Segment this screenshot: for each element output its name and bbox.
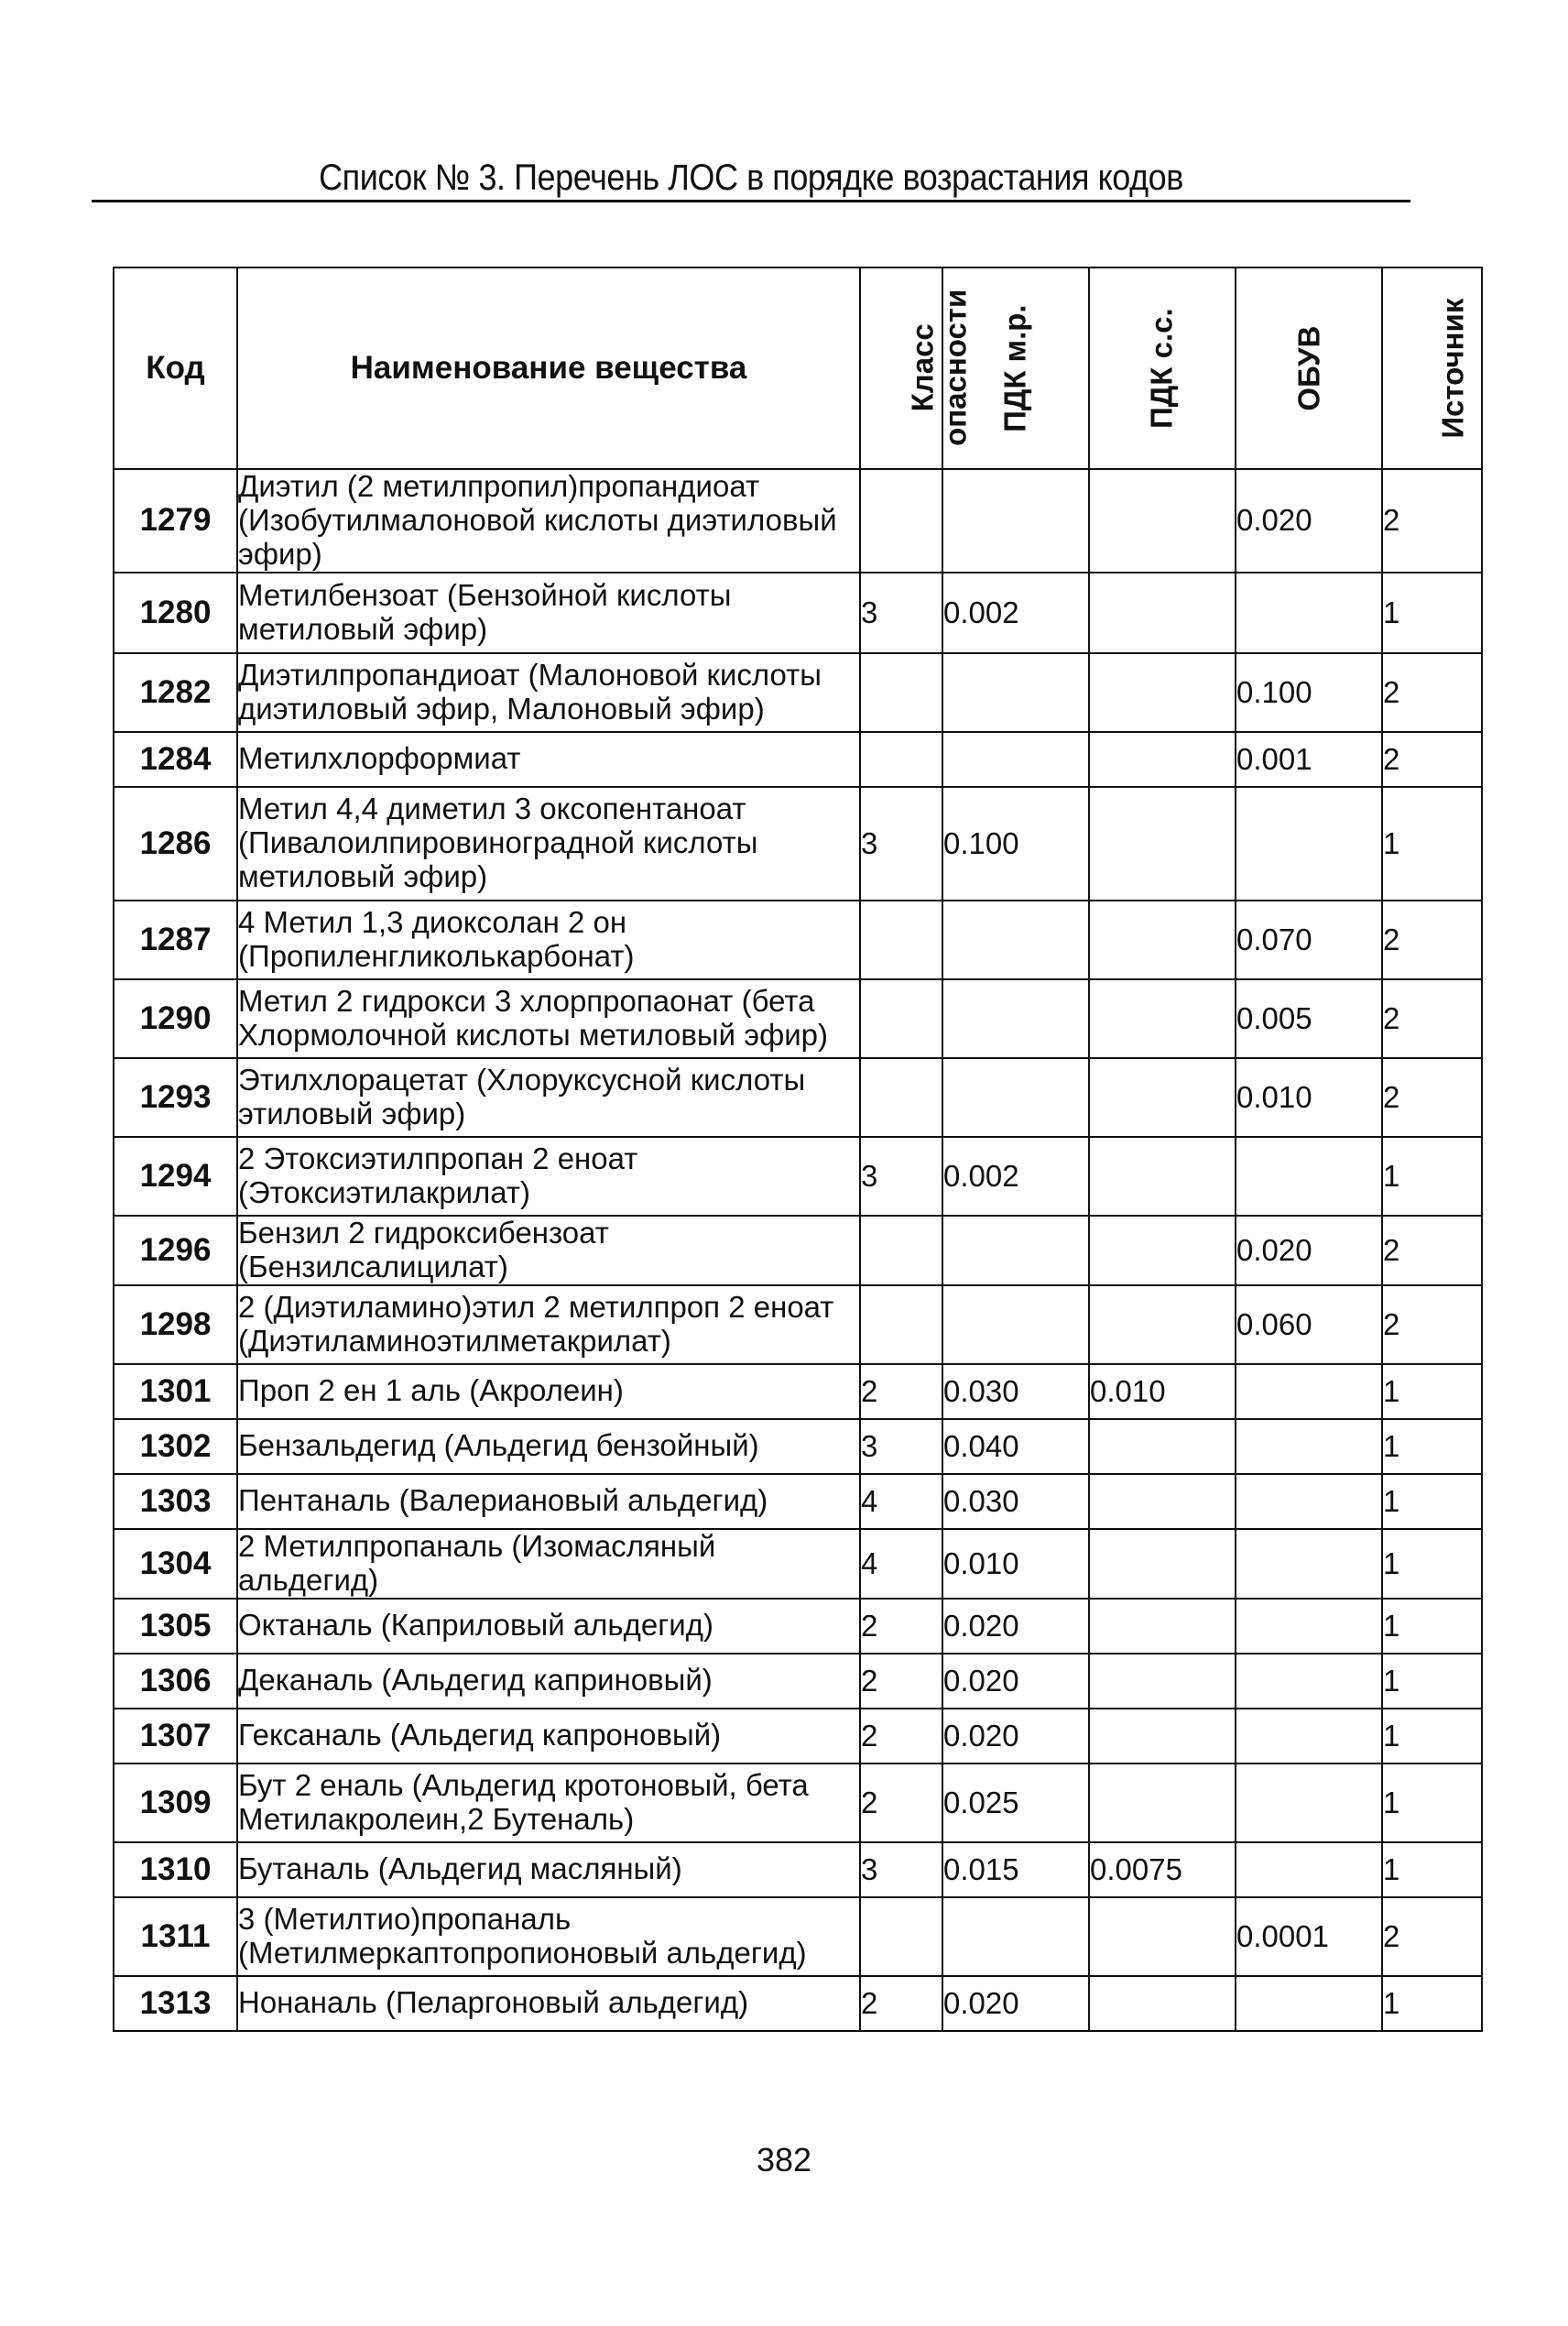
cell-name: Этилхлорацетат (Хлоруксусной кислоты этиловый эфир) xyxy=(237,1058,860,1137)
cell-source: 2 xyxy=(1382,1058,1482,1137)
cell-pdk-ss xyxy=(1089,732,1236,787)
cell-hazard-class: 2 xyxy=(860,1599,942,1654)
cell-source: 1 xyxy=(1382,1474,1482,1529)
cell-source: 1 xyxy=(1382,573,1482,653)
cell-pdk-ss: 0.0075 xyxy=(1089,1842,1236,1897)
cell-code: 1311 xyxy=(114,1897,237,1976)
cell-name: Гексаналь (Альдегид капроновый) xyxy=(237,1709,860,1764)
cell-code: 1309 xyxy=(114,1764,237,1842)
cell-name: Бензальдегид (Альдегид бензойный) xyxy=(237,1419,860,1474)
header-pdk-ss-label: ПДК с.с. xyxy=(1144,308,1179,429)
cell-obuv: 0.060 xyxy=(1236,1285,1382,1364)
table-row xyxy=(114,1709,1482,1764)
table-row xyxy=(114,901,1482,979)
cell-pdk-mr: 0.010 xyxy=(942,1529,1089,1599)
cell-name: Нонаналь (Пеларгоновый альдегид) xyxy=(237,1976,860,2031)
cell-pdk-ss xyxy=(1089,1529,1236,1599)
header-obuv xyxy=(1236,268,1382,469)
cell-obuv xyxy=(1236,1976,1382,2031)
cell-obuv: 0.010 xyxy=(1236,1058,1382,1137)
cell-code: 1303 xyxy=(114,1474,237,1529)
cell-source: 2 xyxy=(1382,1216,1482,1285)
cell-code: 1305 xyxy=(114,1599,237,1654)
cell-hazard-class: 3 xyxy=(860,1842,942,1897)
cell-hazard-class: 4 xyxy=(860,1529,942,1599)
cell-pdk-mr xyxy=(942,1058,1089,1137)
cell-hazard-class: 2 xyxy=(860,1364,942,1419)
cell-code: 1310 xyxy=(114,1842,237,1897)
cell-pdk-ss xyxy=(1089,1654,1236,1709)
header-name: Наименование вещества xyxy=(237,268,860,469)
cell-obuv xyxy=(1236,1842,1382,1897)
cell-source: 1 xyxy=(1382,1654,1482,1709)
cell-source: 1 xyxy=(1382,1842,1482,1897)
cell-source: 2 xyxy=(1382,469,1482,573)
header-hazard-class-line2: опасности xyxy=(938,289,973,446)
cell-code: 1279 xyxy=(114,469,237,573)
cell-source: 2 xyxy=(1382,979,1482,1058)
cell-hazard-class xyxy=(860,1285,942,1364)
cell-obuv xyxy=(1236,1709,1382,1764)
substances-table xyxy=(113,267,1483,2032)
table-row xyxy=(114,1216,1482,1285)
cell-source: 2 xyxy=(1382,1897,1482,1976)
cell-obuv xyxy=(1236,1764,1382,1842)
cell-source: 1 xyxy=(1382,1976,1482,2031)
cell-pdk-ss xyxy=(1089,1285,1236,1364)
cell-obuv: 0.001 xyxy=(1236,732,1382,787)
cell-pdk-mr xyxy=(942,653,1089,732)
cell-code: 1304 xyxy=(114,1529,237,1599)
cell-hazard-class xyxy=(860,653,942,732)
cell-code: 1313 xyxy=(114,1976,237,2031)
cell-name: Бензил 2 гидроксибензоат (Бензилсалицилат) xyxy=(237,1216,860,1285)
cell-pdk-mr: 0.020 xyxy=(942,1709,1089,1764)
cell-pdk-ss: 0.010 xyxy=(1089,1364,1236,1419)
cell-code: 1284 xyxy=(114,732,237,787)
cell-source: 2 xyxy=(1382,901,1482,979)
cell-pdk-ss xyxy=(1089,1058,1236,1137)
cell-pdk-mr: 0.020 xyxy=(942,1654,1089,1709)
cell-pdk-mr: 0.030 xyxy=(942,1474,1089,1529)
table-row xyxy=(114,1976,1482,2031)
cell-pdk-ss xyxy=(1089,1599,1236,1654)
cell-pdk-mr: 0.020 xyxy=(942,1599,1089,1654)
cell-pdk-ss xyxy=(1089,1897,1236,1976)
cell-obuv: 0.0001 xyxy=(1236,1897,1382,1976)
table-row xyxy=(114,1419,1482,1474)
table-row xyxy=(114,1529,1482,1599)
table-row xyxy=(114,1474,1482,1529)
cell-pdk-mr xyxy=(942,1285,1089,1364)
cell-obuv: 0.070 xyxy=(1236,901,1382,979)
cell-pdk-mr: 0.025 xyxy=(942,1764,1089,1842)
table-row xyxy=(114,653,1482,732)
cell-pdk-ss xyxy=(1089,1419,1236,1474)
cell-code: 1306 xyxy=(114,1654,237,1709)
cell-source: 1 xyxy=(1382,1709,1482,1764)
cell-name: Октаналь (Каприловый альдегид) xyxy=(237,1599,860,1654)
cell-pdk-mr xyxy=(942,1216,1089,1285)
table-header-row xyxy=(114,268,1482,469)
cell-hazard-class: 3 xyxy=(860,1419,942,1474)
cell-hazard-class: 2 xyxy=(860,1764,942,1842)
cell-code: 1294 xyxy=(114,1137,237,1216)
cell-pdk-mr: 0.040 xyxy=(942,1419,1089,1474)
table-body xyxy=(114,469,1482,2031)
cell-name: 3 (Метилтио)пропаналь (Метилмеркаптопропионовый альдегид) xyxy=(237,1897,860,1976)
table-row xyxy=(114,573,1482,653)
cell-hazard-class xyxy=(860,979,942,1058)
cell-hazard-class xyxy=(860,732,942,787)
cell-pdk-mr xyxy=(942,901,1089,979)
cell-pdk-mr xyxy=(942,732,1089,787)
cell-name: Проп 2 ен 1 аль (Акролеин) xyxy=(237,1364,860,1419)
cell-code: 1302 xyxy=(114,1419,237,1474)
cell-hazard-class: 4 xyxy=(860,1474,942,1529)
cell-hazard-class: 3 xyxy=(860,573,942,653)
header-source xyxy=(1382,268,1482,469)
cell-pdk-ss xyxy=(1089,1764,1236,1842)
cell-source: 1 xyxy=(1382,1529,1482,1599)
cell-source: 1 xyxy=(1382,1764,1482,1842)
cell-pdk-mr: 0.002 xyxy=(942,573,1089,653)
cell-name: Метил 4,4 диметил 3 оксопентаноат (Пивалоилпировиноградной кислоты метиловый эфир) xyxy=(237,787,860,901)
cell-obuv xyxy=(1236,1474,1382,1529)
cell-pdk-mr: 0.100 xyxy=(942,787,1089,901)
cell-obuv xyxy=(1236,1137,1382,1216)
cell-name: Метилбензоат (Бензойной кислоты метиловый эфир) xyxy=(237,573,860,653)
cell-code: 1296 xyxy=(114,1216,237,1285)
cell-hazard-class xyxy=(860,1058,942,1137)
cell-hazard-class xyxy=(860,1897,942,1976)
cell-name: Диэтил (2 метилпропил)пропандиоат (Изобутилмалоновой кислоты диэтиловый эфир) xyxy=(237,469,860,573)
cell-source: 1 xyxy=(1382,787,1482,901)
cell-pdk-ss xyxy=(1089,787,1236,901)
cell-hazard-class: 2 xyxy=(860,1976,942,2031)
cell-name: Метил 2 гидрокси 3 хлорпропаонат (бета Хлормолочной кислоты метиловый эфир) xyxy=(237,979,860,1058)
cell-code: 1301 xyxy=(114,1364,237,1419)
cell-pdk-ss xyxy=(1089,1976,1236,2031)
table-row xyxy=(114,1285,1482,1364)
cell-obuv: 0.020 xyxy=(1236,1216,1382,1285)
cell-pdk-ss xyxy=(1089,469,1236,573)
cell-name: Метилхлорформиат xyxy=(237,732,860,787)
table-row xyxy=(114,1137,1482,1216)
table-row xyxy=(114,1764,1482,1842)
cell-obuv xyxy=(1236,787,1382,901)
cell-source: 1 xyxy=(1382,1364,1482,1419)
cell-code: 1290 xyxy=(114,979,237,1058)
cell-obuv xyxy=(1236,1364,1382,1419)
header-rule xyxy=(92,200,1410,202)
header-source-label: Источник xyxy=(1435,298,1470,439)
cell-hazard-class: 3 xyxy=(860,1137,942,1216)
header-pdk-mr-label: ПДК м.р. xyxy=(997,304,1032,432)
cell-source: 1 xyxy=(1382,1599,1482,1654)
cell-name: 4 Метил 1,3 диоксолан 2 он (Пропиленгликолькарбонат) xyxy=(237,901,860,979)
cell-name: Деканаль (Альдегид каприновый) xyxy=(237,1654,860,1709)
cell-hazard-class xyxy=(860,901,942,979)
cell-pdk-ss xyxy=(1089,1474,1236,1529)
cell-pdk-mr xyxy=(942,469,1089,573)
table-row xyxy=(114,469,1482,573)
cell-source: 2 xyxy=(1382,732,1482,787)
cell-code: 1287 xyxy=(114,901,237,979)
cell-source: 2 xyxy=(1382,1285,1482,1364)
table-row xyxy=(114,1599,1482,1654)
cell-pdk-mr: 0.015 xyxy=(942,1842,1089,1897)
cell-pdk-ss xyxy=(1089,1137,1236,1216)
cell-pdk-ss xyxy=(1089,901,1236,979)
cell-name: 2 (Диэтиламино)этил 2 метилпроп 2 еноат (Диэтиламиноэтилметакрилат) xyxy=(237,1285,860,1364)
table-row xyxy=(114,787,1482,901)
cell-obuv xyxy=(1236,1419,1382,1474)
cell-code: 1282 xyxy=(114,653,237,732)
cell-hazard-class: 2 xyxy=(860,1654,942,1709)
page-title: Список № 3. Перечень ЛОС в порядке возрастания кодов xyxy=(319,158,1183,198)
cell-pdk-mr xyxy=(942,1897,1089,1976)
cell-obuv: 0.020 xyxy=(1236,469,1382,573)
header-pdk-ss xyxy=(1089,268,1236,469)
cell-obuv xyxy=(1236,1654,1382,1709)
header-obuv-label: ОБУВ xyxy=(1290,325,1325,411)
cell-pdk-mr: 0.002 xyxy=(942,1137,1089,1216)
table-row xyxy=(114,1364,1482,1419)
table-row xyxy=(114,1842,1482,1897)
cell-pdk-mr xyxy=(942,979,1089,1058)
cell-name: Бутаналь (Альдегид масляный) xyxy=(237,1842,860,1897)
cell-code: 1293 xyxy=(114,1058,237,1137)
cell-name: 2 Метилпропаналь (Изомасляный альдегид) xyxy=(237,1529,860,1599)
header-hazard-class-line1: Класс xyxy=(905,323,940,412)
table-row xyxy=(114,979,1482,1058)
cell-pdk-ss xyxy=(1089,573,1236,653)
cell-pdk-ss xyxy=(1089,1216,1236,1285)
cell-code: 1307 xyxy=(114,1709,237,1764)
cell-pdk-mr: 0.030 xyxy=(942,1364,1089,1419)
cell-name: Диэтилпропандиоат (Малоновой кислоты диэтиловый эфир, Малоновый эфир) xyxy=(237,653,860,732)
cell-code: 1286 xyxy=(114,787,237,901)
cell-hazard-class xyxy=(860,1216,942,1285)
cell-pdk-ss xyxy=(1089,1709,1236,1764)
cell-name: 2 Этоксиэтилпропан 2 еноат (Этоксиэтилакрилат) xyxy=(237,1137,860,1216)
cell-code: 1298 xyxy=(114,1285,237,1364)
table-row xyxy=(114,1654,1482,1709)
cell-name: Бут 2 еналь (Альдегид кротоновый, бета Метилакролеин,2 Бутеналь) xyxy=(237,1764,860,1842)
cell-source: 1 xyxy=(1382,1419,1482,1474)
cell-obuv: 0.005 xyxy=(1236,979,1382,1058)
table-row xyxy=(114,732,1482,787)
cell-hazard-class: 3 xyxy=(860,787,942,901)
cell-code: 1280 xyxy=(114,573,237,653)
cell-pdk-ss xyxy=(1089,653,1236,732)
cell-obuv xyxy=(1236,573,1382,653)
cell-obuv xyxy=(1236,1599,1382,1654)
cell-pdk-ss xyxy=(1089,979,1236,1058)
cell-obuv: 0.100 xyxy=(1236,653,1382,732)
cell-hazard-class: 2 xyxy=(860,1709,942,1764)
header-code: Код xyxy=(114,268,237,469)
cell-source: 1 xyxy=(1382,1137,1482,1216)
cell-pdk-mr: 0.020 xyxy=(942,1976,1089,2031)
cell-name: Пентаналь (Валериановый альдегид) xyxy=(237,1474,860,1529)
cell-obuv xyxy=(1236,1529,1382,1599)
cell-hazard-class xyxy=(860,469,942,573)
page-number: 382 xyxy=(756,2141,812,2179)
table-row xyxy=(114,1897,1482,1976)
cell-source: 2 xyxy=(1382,653,1482,732)
table-row xyxy=(114,1058,1482,1137)
header-hazard-class xyxy=(860,268,973,469)
